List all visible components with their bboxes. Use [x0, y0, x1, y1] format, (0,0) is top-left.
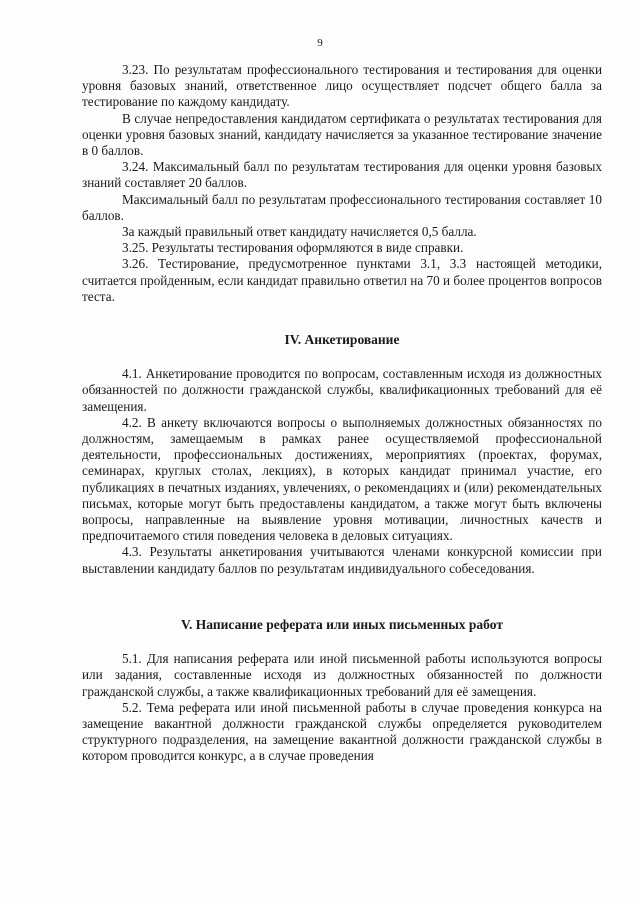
- paragraph-3-24-score: За каждый правильный ответ кандидату начисляется 0,5 балла.: [122, 224, 477, 240]
- paragraph-3-24-continued: Максимальный балл по результатам профессионального тестирования составляет 10 баллов.: [82, 191, 602, 223]
- section-5-heading: V. Написание реферата или иных письменных работ: [181, 616, 503, 632]
- paragraph-4-1: 4.1. Анкетирование проводится по вопросам, составленным исходя из должностных обязанностей по должности гражданской службы, квалификационных требований для её замещения.: [82, 366, 602, 414]
- section-4-heading: IV. Анкетирование: [284, 332, 400, 348]
- paragraph-3-24: 3.24. Максимальный балл по результатам тестирования для оценки уровня базовых знаний составляет 20 баллов.: [82, 159, 602, 191]
- page-number: 9: [317, 37, 323, 49]
- paragraph-3-25: 3.25. Результаты тестирования оформляются в виде справки.: [122, 240, 464, 256]
- paragraph-5-1: 5.1. Для написания реферата или иной письменной работы используются вопросы или задания, составленные исходя из должностных обязанностей по должности гражданской службы, а также квалификационных требований для её замещения.: [82, 651, 602, 699]
- paragraph-4-2: 4.2. В анкету включаются вопросы о выполняемых должностных обязанностях по должностям, замещаемым в рамках ранее осуществляемой профессиональной деятельности, профессиональных достижениях, мероприятиях (проектах, форумах, семинарах, круглых столах, лекциях), в которых кандидат принимал участие, его публикациях в печатных изданиях, увлечениях, о рекомендациях и (или) рекомендательных письмах, которые могут быть предоставлены кандидатом, а также могут быть включены вопросы, направленные на выявление уровня мотивации, личностных качеств и предпочитаемого стиля поведения человека в деловых ситуациях.: [82, 414, 602, 544]
- paragraph-4-3: 4.3. Результаты анкетирования учитываются членами конкурсной комиссии при выставлении кандидату баллов по результатам индивидуального собеседования.: [82, 544, 602, 576]
- paragraph-3-23: 3.23. По результатам профессионального тестирования и тестирования для оценки уровня базовых знаний, ответственное лицо осуществляет подсчет общего балла за тестирование по каждому кандидату.: [82, 62, 602, 110]
- paragraph-3-23-continued: В случае непредоставления кандидатом сертификата о результатах тестирования для оценки уровня базовых знаний, кандидату начисляется за указанное тестирование значение в 0 баллов.: [82, 110, 602, 159]
- paragraph-5-2: 5.2. Тема реферата или иной письменной работы в случае проведения конкурса на замещение вакантной должности гражданской службы определяется руководителем структурного подразделения, на замещение вакантной должности гражданской службы в котором проводится конкурс, а в случае проведения: [82, 699, 602, 764]
- document-body: [82, 62, 602, 765]
- paragraph-3-26: 3.26. Тестирование, предусмотренное пунктами 3.1, 3.3 настоящей методики, считается пройденным, если кандидат правильно ответил на 70 и более процентов вопросов теста.: [82, 256, 602, 304]
